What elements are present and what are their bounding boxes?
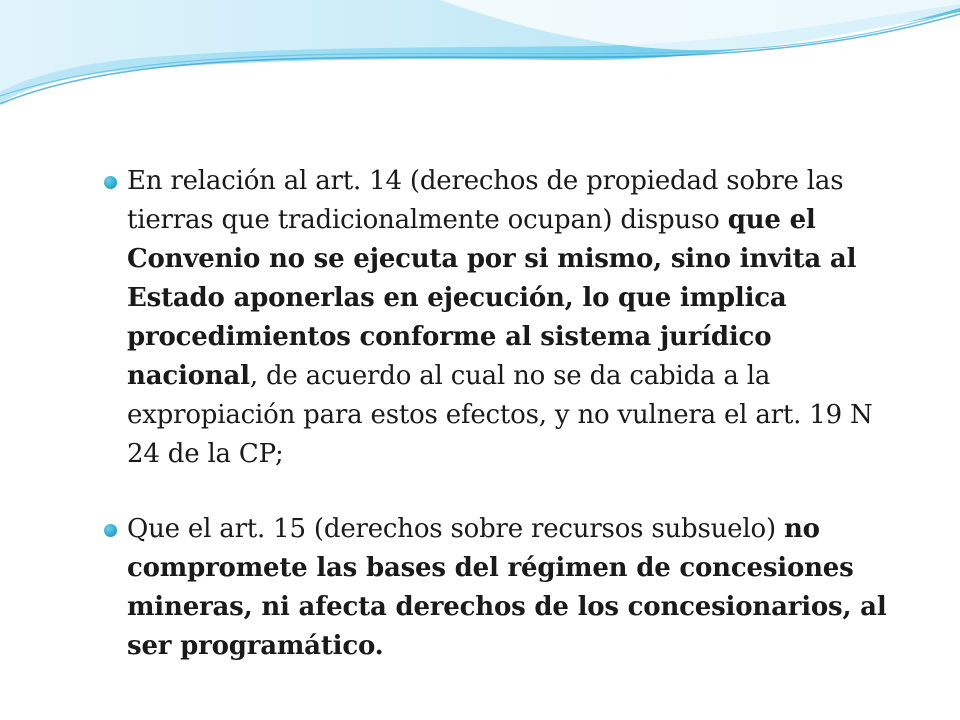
text-segment: , de acuerdo al cual no se da cabida a la expropiación para estos efectos, y no vulnera el art. 19 N 24 de la CP; bbox=[127, 361, 873, 469]
bullet-item bbox=[104, 510, 904, 666]
bullet-text bbox=[127, 514, 887, 661]
text-segment: En relación al art. 14 (derechos de propiedad sobre las tierras que tradicionalmente ocupan) dispuso bbox=[127, 166, 844, 235]
bullet-text bbox=[127, 166, 873, 469]
text-segment-bold: no compromete las bases del régimen de concesiones mineras, ni afecta derechos de los concesionarios, al ser programático. bbox=[127, 514, 887, 661]
bullet-dot-icon bbox=[104, 176, 117, 189]
bullet-dot-icon bbox=[104, 524, 117, 537]
header-wave-decoration bbox=[0, 0, 960, 110]
text-segment-bold: que el Convenio no se ejecuta por si mismo, sino invita al Estado aponerlas en ejecución, lo que implica procedimientos conforme al sistema jurídico nacional bbox=[127, 205, 857, 391]
text-segment: Que el art. 15 (derechos sobre recursos subsuelo) bbox=[127, 514, 784, 544]
bullet-item bbox=[104, 162, 904, 474]
slide-body bbox=[104, 162, 904, 666]
